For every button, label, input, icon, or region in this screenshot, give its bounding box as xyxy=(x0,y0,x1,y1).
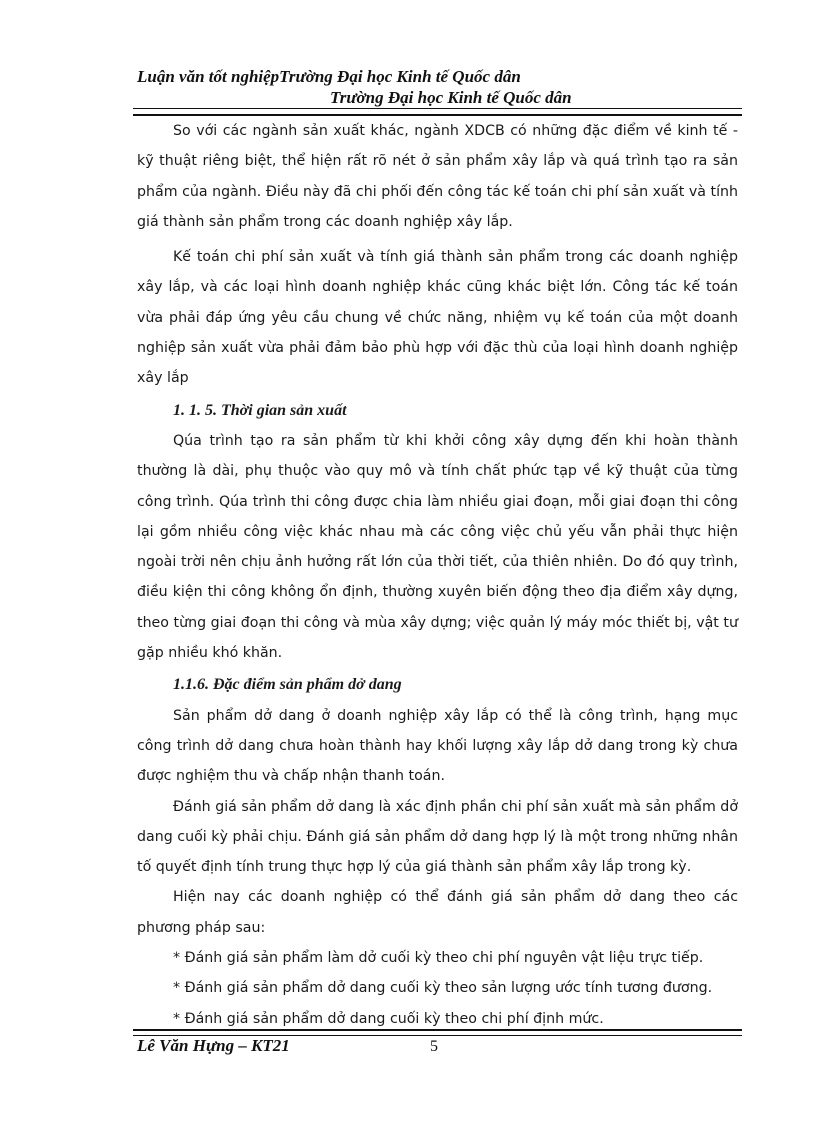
list-item-method-1: * Đánh giá sản phẩm làm dở cuối kỳ theo chi phí nguyên vật liệu trực tiếp. xyxy=(173,950,704,967)
header-title-line2: Trường Đại học Kinh tế Quốc dân xyxy=(330,88,572,107)
footer-author: Lê Văn Hựng – KT21 xyxy=(137,1036,290,1055)
footer-rule xyxy=(133,1029,742,1036)
section-heading-wip: 1.1.6. Đặc điểm sản phẩm dở dang xyxy=(173,676,402,694)
header-rule xyxy=(133,108,742,116)
list-item-method-2: * Đánh giá sản phẩm dở dang cuối kỳ theo sản lượng ước tính tương đương. xyxy=(173,980,713,997)
paragraph-accounting: Kế toán chi phí sản xuất và tính giá thành sản phẩm trong các doanh nghiệp xây lắp, và các loại hình doanh nghiệp khác cũng khác biệt lớn. Công tác kế toán vừa phải đáp ứng yêu cầu chung về chức năng, nhiệm vụ kế toán của một doanh nghiệp sản xuất vừa phải đảm bảo phù hợp với đặc thù của loại hình doanh nghiệp xây lắp xyxy=(137,249,738,387)
paragraph-wip-definition: Sản phẩm dở dang ở doanh nghiệp xây lắp có thể là công trình, hạng mục công trình dở dang chưa hoàn thành hay khối lượng xây lắp dở dang trong kỳ chưa được nghiệm thu và chấp nhận thanh toán. xyxy=(137,707,738,785)
paragraph-production-time: Qúa trình tạo ra sản phẩm từ khi khởi công xây dựng đến khi hoàn thành thường là dài, phụ thuộc vào quy mô và tính chất phức tạp về kỹ thuật của từng công trình. Qúa trình thi công được chia làm nhiều giai đoạn, mỗi giai đoạn thi công lại gồm nhiều công việc khác nhau mà các công việc chủ yếu vẫn phải thực hiện ngoài trời nên chịu ảnh hưởng rất lớn của thời tiết, của thiên nhiên. Do đó quy trình, điều kiện thi công không ổn định, thường xuyên biến động theo địa điểm xây dựng, theo từng giai đoạn thi công và mùa xây dựng; việc quản lý máy móc thiết bị, vật tư gặp nhiều khó khăn. xyxy=(137,432,738,662)
section-heading-production-time: 1. 1. 5. Thời gian sản xuất xyxy=(173,401,347,419)
page-body xyxy=(137,116,738,1034)
header-title-line1: Luận văn tốt nghiệpTrường Đại học Kinh tế Quốc dân xyxy=(137,67,521,86)
paragraph-intro: So với các ngành sản xuất khác, ngành XDCB có những đặc điểm về kinh tế - kỹ thuật riêng biệt, thể hiện rất rõ nét ở sản phẩm xây lắp và quá trình tạo ra sản phẩm của ngành. Điều này đã chi phối đến công tác kế toán chi phí sản xuất và tính giá thành sản phẩm trong các doanh nghiệp xây lắp. xyxy=(137,123,738,230)
list-item-method-3: * Đánh giá sản phẩm dở dang cuối kỳ theo chi phí định mức. xyxy=(173,1010,604,1027)
paragraph-methods-intro: Hiện nay các doanh nghiệp có thể đánh giá sản phẩm dở dang theo các phương pháp sau: xyxy=(137,889,738,936)
page-number: 5 xyxy=(430,1038,438,1055)
paragraph-wip-valuation: Đánh giá sản phẩm dở dang là xác định phần chi phí sản xuất mà sản phẩm dở dang cuối kỳ phải chịu. Đánh giá sản phẩm dở dang hợp lý là một trong những nhân tố quyết định tính trung thực hợp lý của giá thành sản phẩm xây lắp trong kỳ. xyxy=(137,798,738,876)
